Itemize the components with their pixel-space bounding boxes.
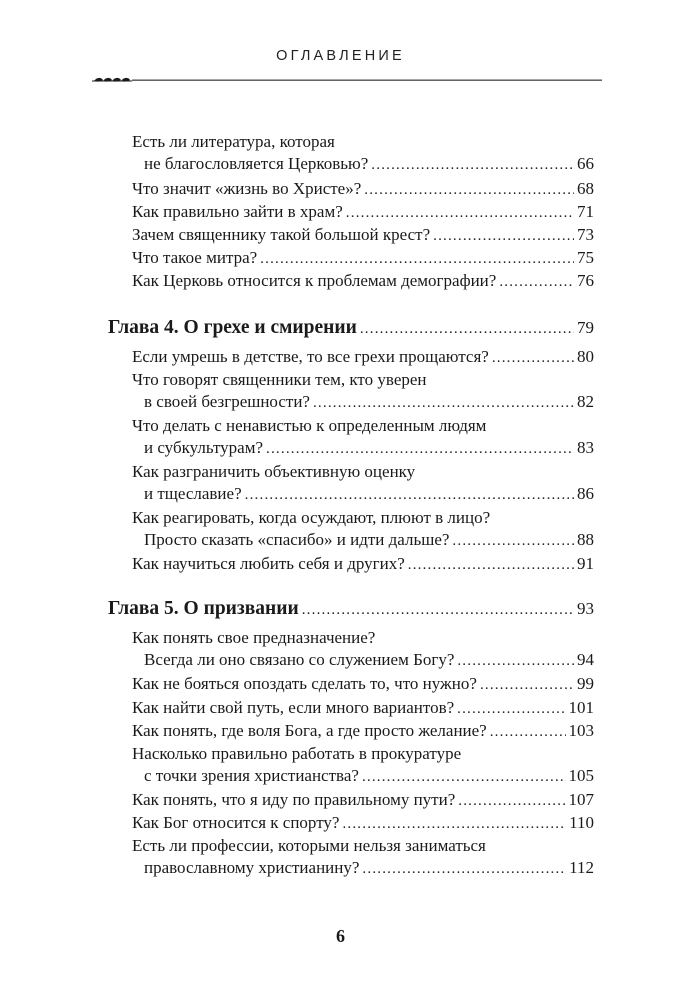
leader-dots: [362, 858, 566, 880]
leader-dots: [452, 530, 574, 552]
toc-page-number: 71: [577, 202, 594, 221]
leader-dots: [490, 721, 566, 743]
toc-entry-line: Как понять, что я иду по правильному пути?: [132, 790, 456, 809]
toc-entry-line: Как Церковь относится к проблемам демографии?: [132, 271, 497, 290]
leader-dots: [457, 698, 565, 720]
toc-page-number: 93: [577, 599, 594, 618]
leader-dots: [362, 766, 566, 788]
leader-dots: [360, 317, 574, 341]
toc-entry[interactable]: [132, 720, 594, 743]
toc-entry-line: Просто сказать «спасибо» и идти дальше?: [144, 530, 450, 549]
toc-entry-line: Насколько правильно работать в прокуратуре: [132, 744, 462, 763]
leader-dots: [346, 202, 574, 224]
leader-dots: [458, 790, 565, 812]
chapter-heading[interactable]: [108, 316, 594, 341]
page-number-footer: 6: [336, 926, 345, 946]
toc-page-number: 73: [577, 225, 594, 244]
leader-dots: [313, 392, 574, 414]
leader-dots: [364, 179, 574, 201]
toc-entry[interactable]: [132, 178, 594, 201]
toc-page-number: 88: [577, 530, 594, 549]
toc-page-number: 94: [577, 650, 594, 669]
toc-page-number: 107: [568, 790, 594, 809]
leader-dots: [433, 225, 574, 247]
leader-dots: [371, 154, 574, 176]
toc-entry-line: Как правильно зайти в храм?: [132, 202, 343, 221]
toc-entry[interactable]: [132, 507, 594, 552]
toc-entry-line: Зачем священнику такой большой крест?: [132, 225, 431, 244]
toc-page-number: 83: [577, 438, 594, 457]
leader-dots: [260, 248, 574, 270]
toc-page-number: 66: [577, 154, 594, 173]
chapter-heading[interactable]: [108, 597, 594, 622]
toc-entry-line: Как реагировать, когда осуждают, плюют в лицо?: [132, 508, 491, 527]
toc-entry-line: Как Бог относится к спорту?: [132, 813, 340, 832]
toc-entry[interactable]: [132, 346, 594, 369]
toc-page-number: 80: [577, 347, 594, 366]
toc-page-number: 91: [577, 554, 594, 573]
toc-entry[interactable]: [132, 224, 594, 247]
toc-entry-line: с точки зрения христианства?: [144, 766, 359, 785]
toc-entry-line: Что говорят священники тем, кто уверен: [132, 370, 427, 389]
toc-entry[interactable]: [132, 131, 594, 176]
toc-entry-line: в своей безгрешности?: [144, 392, 310, 411]
toc-entry-line: Как понять, где воля Бога, а где просто желание?: [132, 721, 487, 740]
toc-entry-line: православному христианину?: [144, 858, 360, 877]
toc-page-number: 110: [569, 813, 594, 832]
toc-entry[interactable]: [132, 415, 594, 460]
toc-page-number: 86: [577, 484, 594, 503]
toc-entry[interactable]: [132, 697, 594, 720]
leader-dots: [266, 438, 574, 460]
toc-entry-line: не благословляется Церковью?: [144, 154, 369, 173]
toc-page-number: 99: [577, 674, 594, 693]
toc-entry-line: Всегда ли оно связано со служением Богу?: [144, 650, 455, 669]
toc-entry-line: Как разграничить объективную оценку: [132, 462, 416, 481]
toc-entry[interactable]: [132, 461, 594, 506]
toc-entry-line: Как найти свой путь, если много вариантов?: [132, 698, 455, 717]
leader-dots: [499, 271, 574, 293]
toc-entry-line: Если умрешь в детстве, то все грехи прощаются?: [132, 347, 489, 366]
toc-entry-line: Как научиться любить себя и других?: [132, 554, 405, 573]
toc-entry-line: Как не бояться опоздать сделать то, что нужно?: [132, 674, 477, 693]
toc-page-number: 101: [568, 698, 594, 717]
toc-entry[interactable]: [132, 743, 594, 788]
leaf-ornament-icon: [92, 78, 132, 82]
toc-entry-line: Как понять свое предназначение?: [132, 628, 376, 647]
toc-entry[interactable]: [132, 812, 594, 835]
toc-entry-line: Есть ли профессии, которыми нельзя заниматься: [132, 836, 486, 855]
toc-entry-line: и субкультурам?: [144, 438, 264, 457]
chapter-title: Глава 4. О грехе и смирении: [108, 317, 357, 338]
chapter-title: Глава 5. О призвании: [108, 598, 299, 619]
toc-entry-line: Что делать с ненавистью к определенным людям: [132, 416, 487, 435]
leader-dots: [457, 650, 574, 672]
toc-entry[interactable]: [132, 247, 594, 270]
toc-entry[interactable]: [132, 201, 594, 224]
toc-entry-line: Что такое митра?: [132, 248, 258, 267]
toc-entry[interactable]: [132, 789, 594, 812]
toc-entry[interactable]: [132, 673, 594, 696]
toc-entry[interactable]: [132, 627, 594, 672]
toc-page-number: 112: [569, 858, 594, 877]
header-ornament-rule: [92, 72, 602, 86]
leader-dots: [342, 813, 566, 835]
toc-entry[interactable]: [132, 553, 594, 576]
toc-page-number: 79: [577, 318, 594, 337]
leader-dots: [302, 598, 574, 622]
header-title: ОГЛАВЛЕНИЕ: [276, 48, 405, 64]
leader-dots: [480, 674, 574, 696]
toc-entry-line: Что значит «жизнь во Христе»?: [132, 179, 362, 198]
toc-entry-line: и тщеславие?: [144, 484, 242, 503]
toc-entry[interactable]: [132, 270, 594, 293]
toc-page-number: 82: [577, 392, 594, 411]
toc-page-number: 103: [568, 721, 594, 740]
leader-dots: [245, 484, 574, 506]
leader-dots: [492, 347, 574, 369]
toc-page-number: 68: [577, 179, 594, 198]
toc-entry-line: Есть ли литература, которая: [132, 132, 335, 151]
toc-entry[interactable]: [132, 369, 594, 414]
leader-dots: [408, 554, 574, 576]
toc-page-number: 105: [568, 766, 594, 785]
toc-page-number: 75: [577, 248, 594, 267]
toc-entry[interactable]: [132, 835, 594, 880]
toc-page-number: 76: [577, 271, 594, 290]
